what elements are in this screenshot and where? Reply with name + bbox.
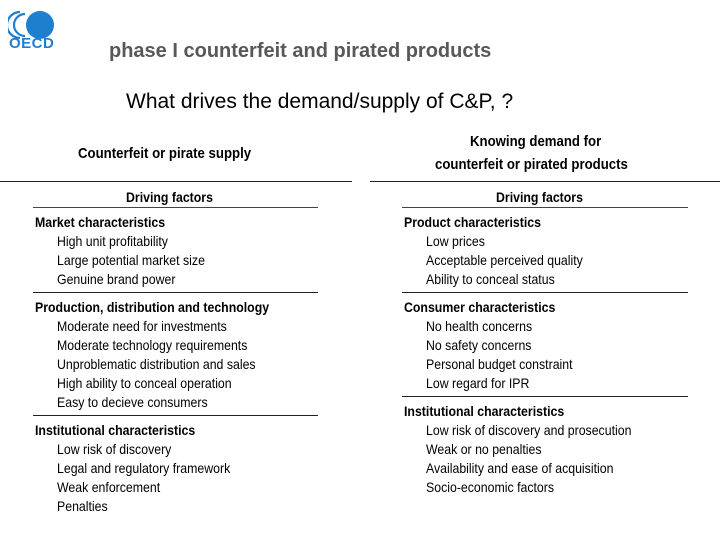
slide-title: phase I counterfeit and pirated products — [109, 40, 492, 62]
list-item: Socio-economic factors — [426, 479, 555, 495]
list-item: Weak enforcement — [57, 479, 161, 495]
list-item: No safety concerns — [426, 337, 532, 353]
list-item: Easy to decieve consumers — [57, 394, 208, 410]
section-title: Institutional characteristics — [404, 403, 565, 419]
list-item: Moderate technology requirements — [57, 337, 248, 353]
logo-text: OECD — [9, 35, 55, 52]
section-consumer — [402, 298, 688, 397]
section-title: Production, distribution and technology — [35, 299, 270, 315]
list-item: High ability to conceal operation — [57, 375, 232, 391]
section-production — [33, 298, 318, 416]
list-item: Ability to conceal status — [426, 271, 555, 287]
driving-factors-label: Driving factors — [402, 188, 688, 208]
right-panel-table — [402, 188, 688, 500]
section-market — [33, 213, 318, 293]
list-item: High unit profitability — [57, 233, 168, 249]
list-item: Large potential market size — [57, 252, 205, 268]
list-item: Genuine brand power — [57, 271, 176, 287]
list-item: Personal budget constraint — [426, 356, 573, 372]
list-item: No health concerns — [426, 318, 533, 334]
section-title: Product characteristics — [404, 214, 541, 230]
left-panel-divider — [0, 181, 352, 182]
list-item: Low prices — [426, 233, 485, 249]
section-title: Market characteristics — [35, 214, 166, 230]
driving-factors-label: Driving factors — [33, 188, 318, 208]
list-item: Acceptable perceived quality — [426, 252, 583, 268]
section-title: Consumer characteristics — [404, 299, 556, 315]
list-item: Unproblematic distribution and sales — [57, 356, 256, 372]
list-item: Low regard for IPR — [426, 375, 530, 391]
left-panel-table — [33, 188, 318, 519]
section-title: Institutional characteristics — [35, 422, 196, 438]
list-item: Moderate need for investments — [57, 318, 227, 334]
right-panel-divider — [370, 181, 720, 182]
section-institutional — [33, 421, 318, 519]
list-item: Low risk of discovery and prosecution — [426, 422, 632, 438]
list-item: Legal and regulatory framework — [57, 460, 231, 476]
list-item: Penalties — [57, 498, 108, 514]
right-panel-heading: Knowing demand for counterfeit or pirated products — [435, 133, 629, 173]
left-panel-heading: Counterfeit or pirate supply — [77, 145, 251, 162]
list-item: Weak or no penalties — [426, 441, 542, 457]
slide-subtitle: What drives the demand/supply of C&P, ? — [126, 90, 514, 113]
list-item: Availability and ease of acquisition — [426, 460, 614, 476]
list-item: Low risk of discovery — [57, 441, 172, 457]
section-product — [402, 213, 688, 293]
section-institutional — [402, 402, 688, 500]
